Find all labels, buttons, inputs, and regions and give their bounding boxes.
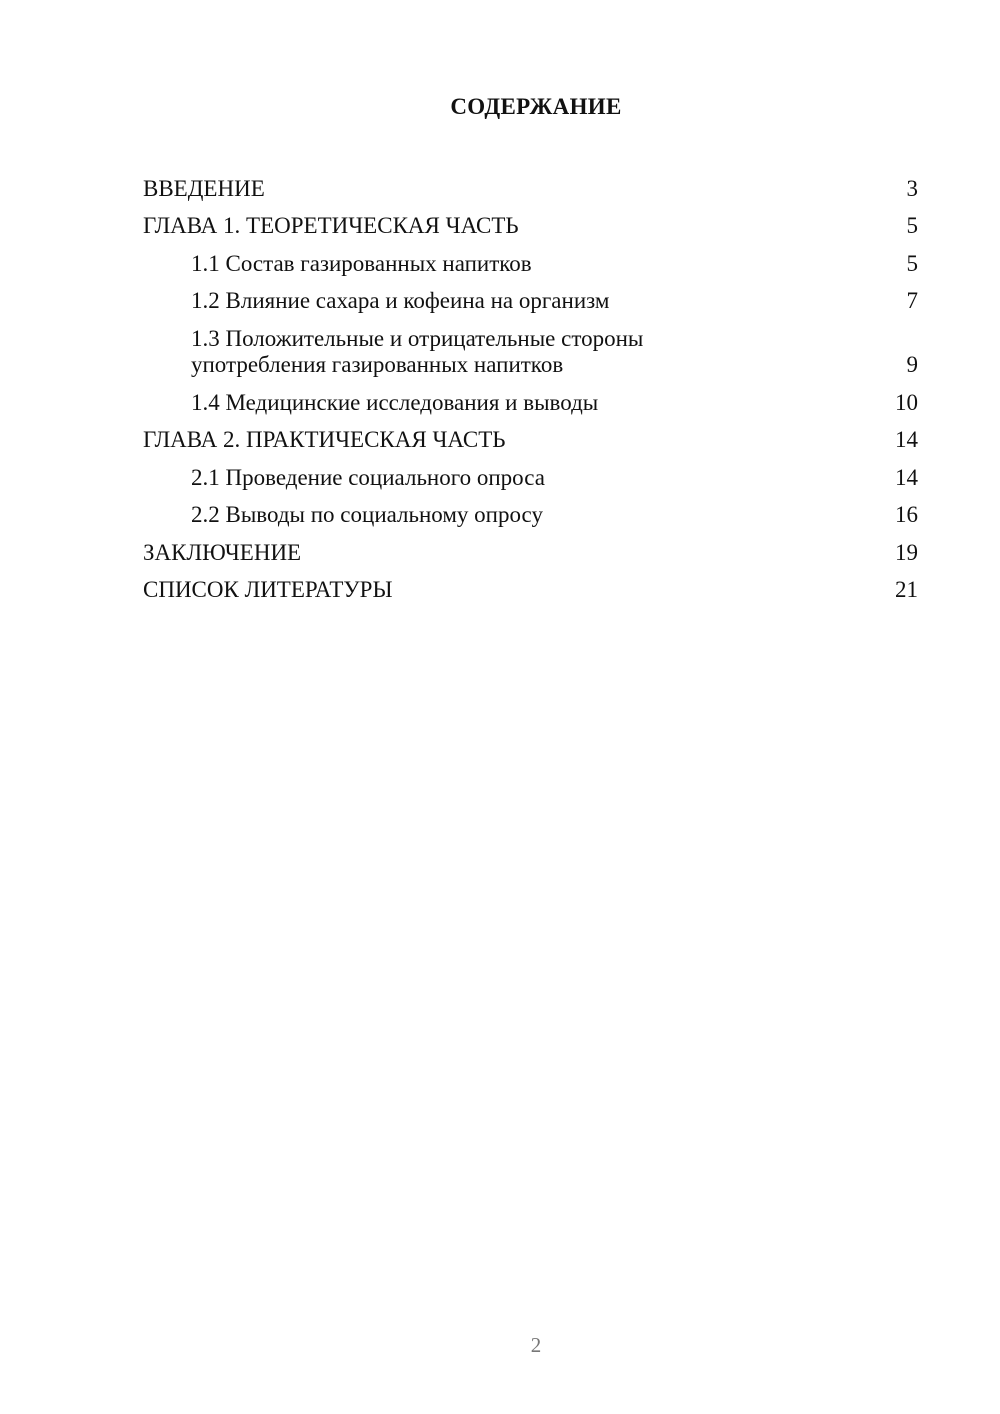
toc-entry-section-1-1 — [143, 243, 918, 281]
toc-entry-page: 5 — [906, 250, 918, 276]
toc-entry-chapter-1 — [143, 206, 918, 244]
toc-entry-text — [191, 326, 878, 382]
toc-entry-text: 1.1 Состав газированных напитков — [191, 250, 532, 276]
page-number: 2 — [530, 1333, 542, 1357]
toc-entry-text: 1.2 Влияние сахара и кофеина на организм — [191, 288, 610, 313]
toc-entry-page: 14 — [895, 464, 918, 490]
toc-entry-page: 5 — [906, 213, 918, 238]
table-of-contents — [143, 168, 918, 607]
toc-entry-page: 14 — [895, 427, 918, 452]
toc-entry-section-1-4 — [143, 382, 918, 420]
toc-entry-section-2-2 — [143, 495, 918, 533]
toc-entry-page: 3 — [906, 175, 918, 201]
toc-entry-page: 10 — [895, 389, 918, 415]
toc-entry-section-1-3 — [143, 318, 918, 382]
toc-entry-chapter-2 — [143, 420, 918, 458]
toc-entry-page: 9 — [906, 352, 918, 377]
toc-entry-references — [143, 570, 918, 608]
toc-entry-page: 7 — [906, 288, 918, 313]
toc-entry-page: 21 — [895, 577, 918, 602]
toc-entry-text: 1.4 Медицинские исследования и выводы — [191, 389, 599, 415]
toc-entry-text: 2.1 Проведение социального опроса — [191, 464, 545, 490]
toc-entry-text: СПИСОК ЛИТЕРАТУРЫ — [143, 577, 393, 602]
toc-entry-page: 19 — [895, 539, 918, 565]
toc-entry-text: ГЛАВА 1. ТЕОРЕТИЧЕСКАЯ ЧАСТЬ — [143, 213, 519, 238]
page-title: СОДЕРЖАНИЕ — [450, 94, 622, 119]
toc-entry-text: ГЛАВА 2. ПРАКТИЧЕСКАЯ ЧАСТЬ — [143, 427, 506, 452]
toc-entry-text: ЗАКЛЮЧЕНИЕ — [143, 539, 302, 565]
toc-entry-text-line-2: употребления газированных напитков — [191, 352, 564, 377]
toc-entry-text: 2.2 Выводы по социальному опросу — [191, 502, 543, 527]
toc-entry-page: 16 — [895, 502, 918, 527]
toc-entry-introduction — [143, 168, 918, 206]
toc-entry-conclusion — [143, 532, 918, 570]
toc-entry-section-2-1 — [143, 457, 918, 495]
toc-entry-section-1-2 — [143, 281, 918, 319]
toc-entry-text-line-1: 1.3 Положительные и отрицательные стороны — [191, 326, 644, 351]
toc-entry-text: ВВЕДЕНИЕ — [143, 175, 265, 201]
